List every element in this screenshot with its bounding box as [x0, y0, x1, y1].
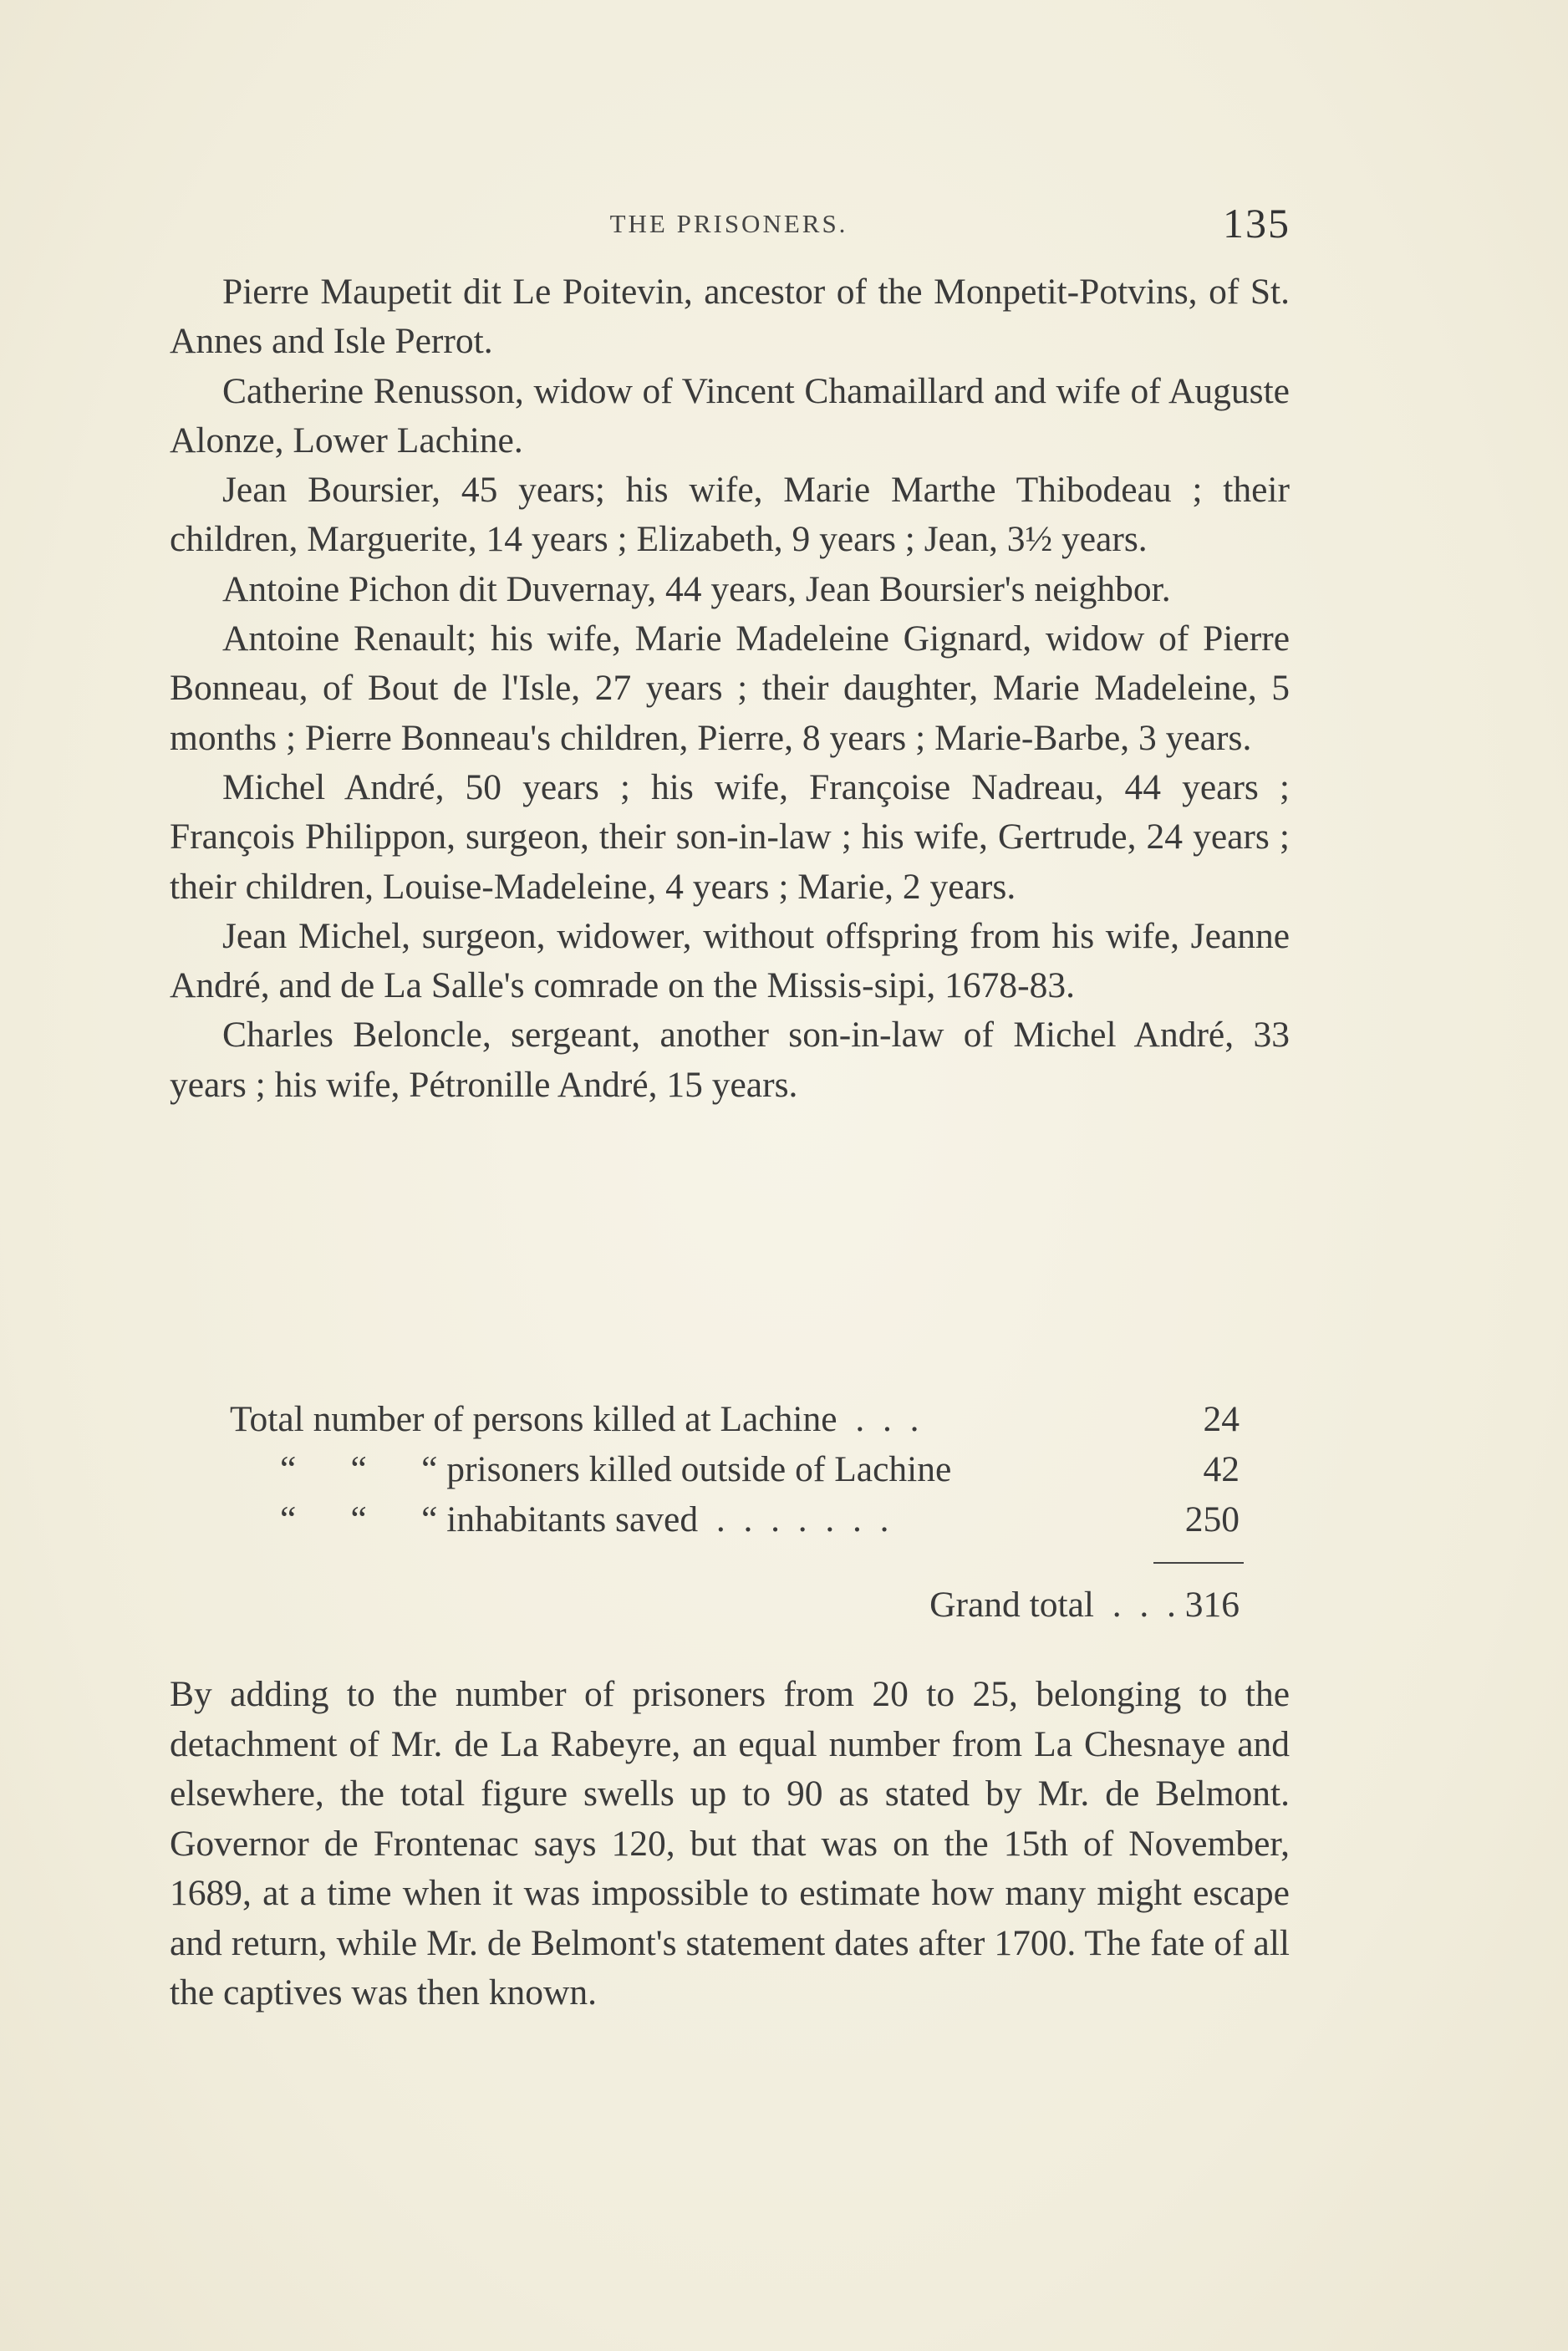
summary-label: Total number of persons killed at Lachine . . . [230, 1399, 919, 1439]
page-number: 135 [1223, 200, 1291, 247]
summary-value: 42 [1203, 1449, 1240, 1489]
summary-label: “ “ “ prisoners killed outside of Lachine [280, 1449, 952, 1489]
paragraph: Antoine Pichon dit Duvernay, 44 years, Jean Boursier's neighbor. [222, 568, 1171, 609]
total-rule [1153, 1562, 1244, 1564]
grand-total-label: Grand total . . . [929, 1585, 1176, 1625]
paragraph: Antoine Renault; his wife, Marie Madeleine Gignard, widow of Pierre Bonneau, of Bout de l'Isle, 27 years ; their daughter, Marie Madeleine, 5 months ; Pierre Bonneau's children, Pierre, 8 years ; Marie-Barbe, 3 years. [170, 618, 1290, 758]
summary-row [170, 1394, 1290, 1444]
summary-label: “ “ “ inhabitants saved . . . . . . . [280, 1499, 889, 1539]
summary-value: 24 [1203, 1399, 1240, 1439]
paragraph: Michel André, 50 years ; his wife, Françoise Nadreau, 44 years ; François Philippon, surgeon, their son-in-law ; his wife, Gertrude, 24 years ; their children, Louise-Madeleine, 4 years ; Marie, 2 years. [170, 766, 1290, 907]
closing-paragraph: By adding to the number of prisoners from 20 to 25, belonging to the detachment of Mr. de La Rabeyre, an equal number from La Chesnaye and elsewhere, the total figure swells up to 90 as stated by Mr. de Belmont. Governor de Frontenac says 120, but that was on the 15th of November, 1689, at a time when it was impossible to estimate how many might escape and return, while Mr. de Belmont's statement dates after 1700. The fate of all the captives was then known. [170, 1674, 1290, 2013]
page-header [167, 199, 1291, 257]
summary-table [170, 1394, 1290, 1625]
grand-total-value: 316 [1184, 1585, 1240, 1625]
grand-total [929, 1580, 1240, 1630]
prisoner-list [170, 267, 1290, 1110]
paragraph: Catherine Renusson, widow of Vincent Chamaillard and wife of Auguste Alonze, Lower Lachine. [170, 370, 1290, 461]
paragraph: Pierre Maupetit dit Le Poitevin, ancestor of the Monpetit-Potvins, of St. Annes and Isle Perrot. [170, 272, 1290, 362]
closing-text [170, 1670, 1290, 2018]
paragraph: Jean Michel, surgeon, widower, without offspring from his wife, Jeanne André, and de La Salle's comrade on the Missis-sipi, 1678-83. [170, 915, 1290, 1006]
summary-row [170, 1494, 1290, 1544]
summary-value: 250 [1184, 1499, 1240, 1539]
paragraph: Charles Beloncle, sergeant, another son-in-law of Michel André, 33 years ; his wife, Pétronille André, 15 years. [170, 1015, 1290, 1105]
running-title: THE PRISONERS. [609, 209, 848, 238]
summary-row [170, 1444, 1290, 1494]
paragraph: Jean Boursier, 45 years; his wife, Marie Marthe Thibodeau ; their children, Marguerite, 14 years ; Elizabeth, 9 years ; Jean, 3½ years. [170, 470, 1290, 560]
